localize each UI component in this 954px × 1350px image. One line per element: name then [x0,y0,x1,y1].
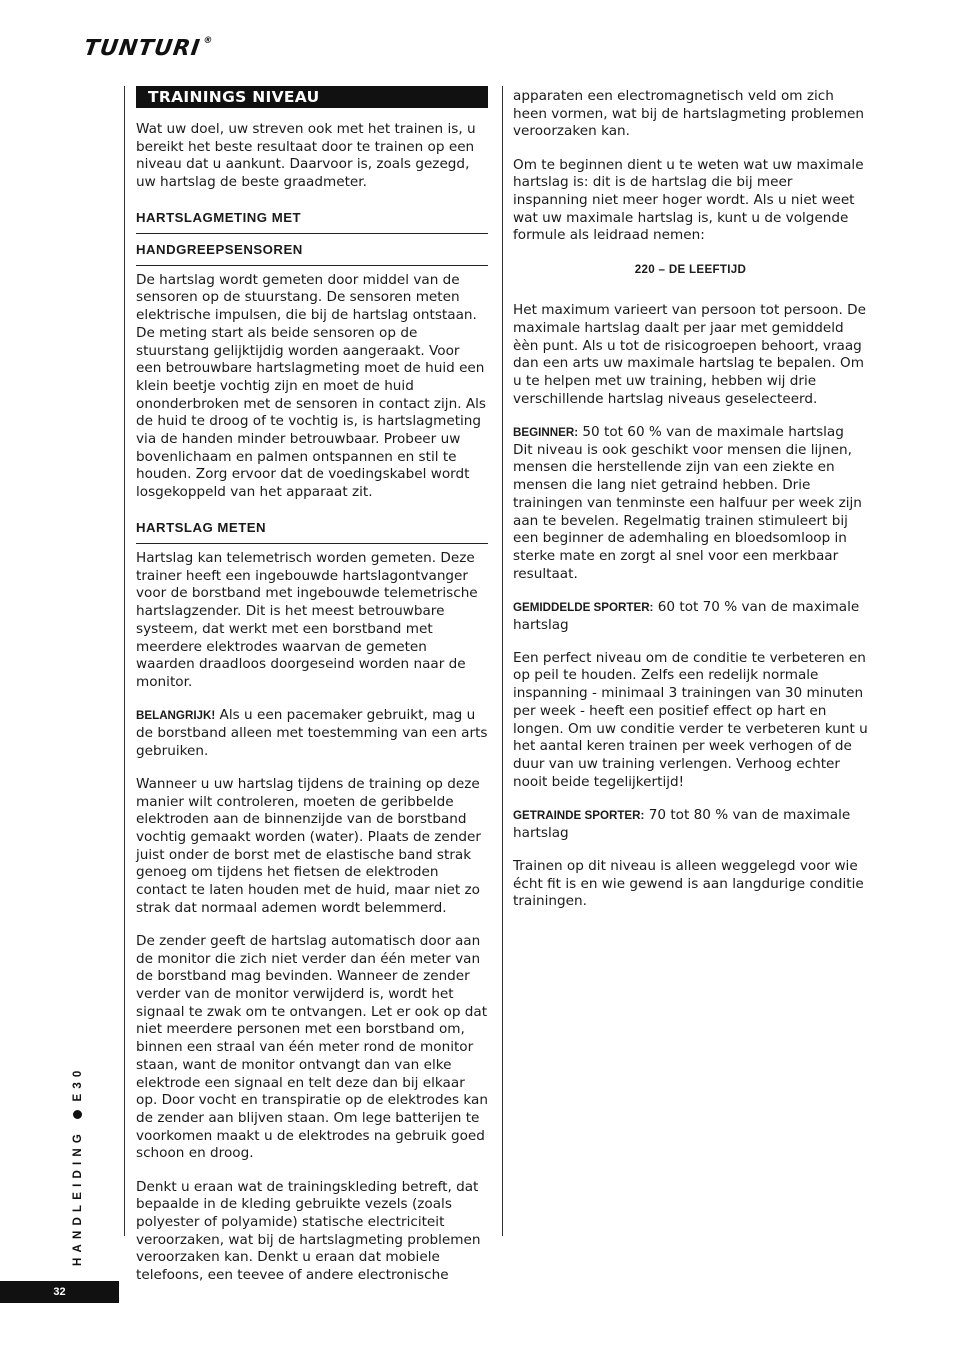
trained-athlete-heading: GETRAINDE SPORTER: 70 tot 80 % van de maximale hartslag [513,806,851,841]
left-column [136,86,488,1300]
clothing-paragraph: Denkt u eraan wat de trainingskleding betreft, dat bepaalde in de kleding gebruikte vezels (zoals polyester of polyamide) statische electriciteit veroorzaken, wat bij de hartslagmeting problemen veroorzaken kan. Denkt u eraan dat mobiele telefoons, een teevee of andere electronische [136,1178,481,1284]
subheading-heart-rate-measuring: HARTSLAG METEN [136,517,488,544]
page-number: 32 [0,1281,119,1303]
average-athlete-label: GEMIDDELDE SPORTER: [513,600,654,614]
subheading-hand-sensors-line2: HANDGREEPSENSOREN [136,234,488,266]
max-heart-rate-paragraph: Om te beginnen dient u te weten wat uw maximale hartslag is: dit is de hartslag die bij meer inspanning niet meer hoger wordt. Als u niet weet wat uw maximale hartslag is, kunt u de volgende formule als leidraad nemen: [513,156,864,244]
telemetric-paragraph: Hartslag kan telemetrisch worden gemeten. Deze trainer heeft een ingebouwde hartslagontvanger voor de borstband met ingebouwde telemetrische hartslagzender. Dit is het meest betrouwbare systeem, dat werkt met een borstband met meerdere elektrodes waarvan de gemeten waarden draadloos doorgeseind worden naar de monitor. [136,550,478,690]
column-divider-middle [502,86,503,1236]
chest-strap-paragraph: Wanneer u uw hartslag tijdens de training op deze manier wilt controleren, moeten de geribbelde elektroden aan de binnenzijde van de borstband vochtig gemaakt worden (water). Plaats de zender juist onder de borst met de elastische band strak genoeg om tijdens het fietsen de elektroden contact te laten houden met de huid, maar niet zo strak dat normaal ademen wordt belemmerd. [136,775,481,916]
sensors-paragraph: De hartslag wordt gemeten door middel van de sensoren op de stuurstang. De sensoren meten elektrische impulsen, die bij de hartslag ontstaan. De meting start als beide sensoren op de stuurstang gelijktijdig worden aangeraakt. Voor een betrouwbare hartslagmeting moet de huid een klein beetje vochtig zijn en moet de huid ononderbroken met de sensoren in contact zijn. Als de huid te droog of te vochtig is, is hartslagmeting via de handen minder betrouwbaar. Probeer uw bovenlichaam en palmen ontspannen en stil te houden. Zorg ervoor dat de voedingskabel wordt losgekoppeld van het apparaat zit. [136,271,486,501]
intro-paragraph: Wat uw doel, uw streven ook met het trainen is, u bereikt het beste resultaat door te trainen op een niveau dat u aankunt. Daarvoor is, zoals gezegd, uw hartslag de beste graadmeter. [136,121,476,191]
trained-athlete-label: GETRAINDE SPORTER: [513,808,645,822]
varies-paragraph: Het maximum varieert van persoon tot persoon. De maximale hartslag daalt per jaar met gemiddeld èèn punt. Als u tot de risicogroepen behoort, vraag dan een arts uw maximale hartslag te bepalen. Om u te helpen met uw training, hebben wij drie verschillende hartslag niveaus geselecteerd. [513,302,866,407]
manual-side-label: HANDLEIDING E30 [72,1065,84,1266]
subheading-hand-sensors-line1: HARTSLAGMETING MET [136,207,488,234]
right-column [513,88,868,926]
bullet-dot-icon [73,1110,82,1119]
column-divider-left [124,86,125,1236]
important-paragraph: BELANGRIJK! Als u een pacemaker gebruikt, mag u de borstband alleen met toestemming van een arts gebruiken. [136,707,488,759]
beginner-label: BEGINNER: [513,426,579,440]
max-heart-rate-formula: 220 – DE LEEFTIJD [634,262,747,276]
section-title: TRAININGS NIVEAU [136,86,488,108]
transmitter-paragraph: De zender geeft de hartslag automatisch door aan de monitor die zich niet verder dan één meter van de borstband mag bevinden. Wanneer de zender verder van de monitor verwijderd is, wordt het signaal te zwak om te ontvangen. Let er ook op dat niet meerdere personen met een borstband om, binnen een straal van één meter rond de monitor staan, want de monitor ontvangt dan van elke elektrode een signaal en telt deze dan bij elkaar op. Door vocht en transpiratie op de elektrodes kan de zender aan blijven staan. Om lege batterijen te voorkomen maakt u de elektrodes na gebruik goed schoon en droog. [136,932,488,1162]
tunturi-logo: TUNTURI® [82,36,215,61]
important-label: BELANGRIJK! [136,709,216,723]
average-athlete-heading: GEMIDDELDE SPORTER: 60 tot 70 % van de maximale hartslag [513,598,860,633]
continued-paragraph: apparaten een electromagnetisch veld om zich heen vormen, wat bij de hartslagmeting problemen veroorzaken kan. [513,88,864,140]
trained-athlete-paragraph: Trainen op dit niveau is alleen weggelegd voor wie écht fit is en wie gewend is aan langdurige conditie trainingen. [513,857,864,910]
average-athlete-paragraph: Een perfect niveau om de conditie te verbeteren en op peil te houden. Zelfs een redelijk normale inspanning - minimaal 3 trainingen van 30 minuten per week - heeft een positief effect op hart en longen. Om uw conditie verder te verbeteren kunt u het aantal keren trainen per week verhogen of de duur van uw training verlengen. Verhoog echter nooit beide tegelijkertijd! [513,649,868,790]
beginner-paragraph: BEGINNER: 50 tot 60 % van de maximale hartslag Dit niveau is ook geschikt voor mensen die lijnen, mensen die herstellende zijn van een ziekte en mensen die lang niet getraind hebben. Drie trainingen van tenminste een halfuur per week zijn aan te bevelen. Regelmatig trainen stimuleert bij een beginner de ademhaling en bloedsomloop in sterke mate en zorgt al snel voor een merkbaar resultaat. [513,424,862,582]
